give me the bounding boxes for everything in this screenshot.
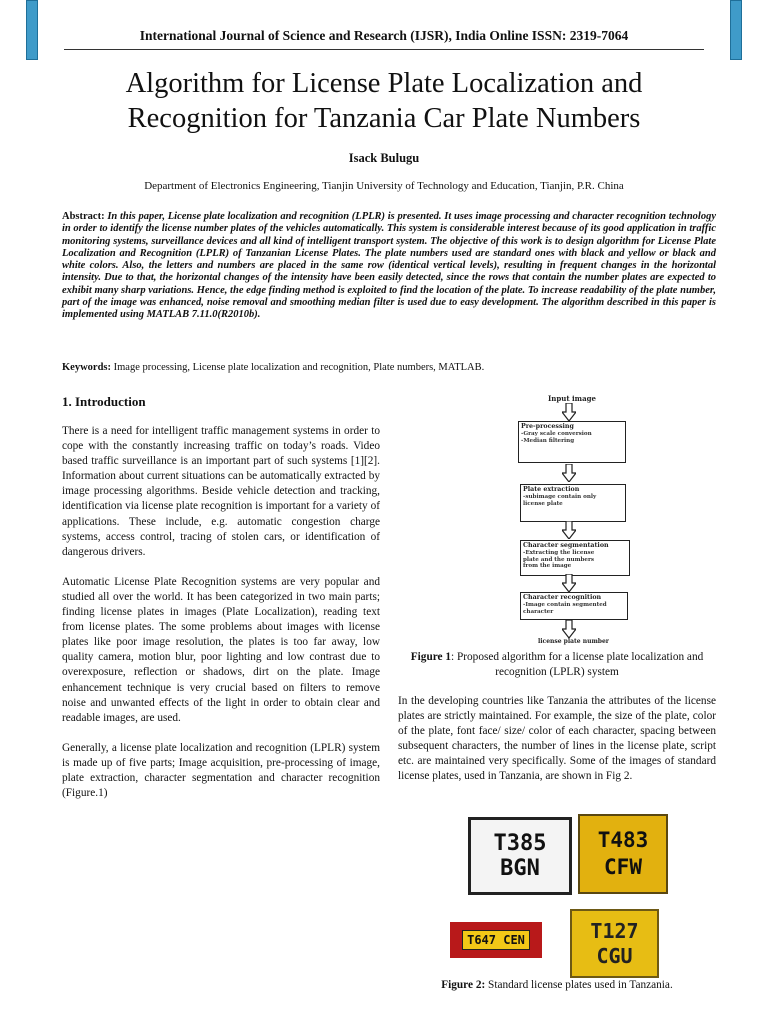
body-paragraph: Generally, a license plate localization and recognition (LPLR) system is made up of five parts; Image acquisition, pre-processing of image, plate extraction, character segmentation and character recognition (Figure.1) xyxy=(62,741,380,800)
figure-2-caption xyxy=(398,979,716,991)
flow-box-title: Plate extraction xyxy=(523,486,580,493)
flow-arrow-icon xyxy=(562,620,576,638)
body-paragraph: Automatic License Plate Recognition systems are very popular and studied all over the world. It has been categorized in two main parts; finding license plates in images (Plate Localization), reading text from license plates. The some problems about images with license plates like poor image resolution, the plates is too far away, low quality camera, motion blur, poor lighting and low contrast due to overexposure, reflection or shadows, dirt on the plate. Image enhancement technique is very crucial based on filters to remove noise and unwanted effects of the light in order to obtain clear and readable images, are used. xyxy=(62,575,380,724)
author-affiliation: Department of Electronics Engineering, Tianjin University of Technology and Education, Tianjin, P.R. China xyxy=(144,180,624,192)
flow-box-line: -Extracting the license xyxy=(523,550,595,557)
abstract xyxy=(62,211,716,322)
figure-1-flowchart xyxy=(508,394,630,646)
journal-header: International Journal of Science and Research (IJSR), India Online ISSN: 2319-7064 xyxy=(139,28,629,43)
plate-line: BGN xyxy=(500,856,540,881)
body-paragraph: In the developing countries like Tanzania the attributes of the license plates are strictly maintained. For example, the size of the plate, color of the plate, font face/ size/ color of each character, spacing between subsequent characters, the number of lines in the license plate, script etc. are maintained very specifically. Some of the images of standard license plates, used in Tanzania, are shown in Fig 2. xyxy=(398,695,716,783)
plate-line: T127 xyxy=(590,918,639,943)
license-plate-image-yellow xyxy=(578,814,668,894)
right-column-body xyxy=(398,694,716,800)
flow-arrow-icon xyxy=(562,521,576,539)
flow-arrow-icon xyxy=(562,403,576,421)
plate-line: T385 xyxy=(493,831,547,856)
flow-box-line: -Image contain segmented xyxy=(523,602,607,609)
keywords xyxy=(62,362,716,373)
keywords-text: Image processing, License plate localization and recognition, Plate numbers, MATLAB. xyxy=(113,362,485,373)
figure-2-caption-text: Standard license plates used in Tanzania. xyxy=(485,979,673,991)
flow-box-line: plate and the numbers xyxy=(523,556,595,563)
flow-box-title: Character recognition xyxy=(523,594,602,601)
paper-title xyxy=(60,66,708,136)
keywords-label: Keywords: xyxy=(62,362,111,373)
plate-line: T483 xyxy=(597,828,649,852)
figure-2-caption-label: Figure 2: xyxy=(441,979,486,991)
title-line-1: Algorithm for License Plate Localization and xyxy=(125,68,643,99)
figure-1-caption-label: Figure 1 xyxy=(410,651,452,663)
license-plate-image-yellow-2 xyxy=(570,909,659,978)
license-plate-image-single-row xyxy=(450,922,542,958)
flow-box-line: from the image xyxy=(523,563,572,570)
title-line-2: Recognition for Tanzania Car Plate Numbers xyxy=(127,103,641,134)
flow-box-plate-extraction xyxy=(520,484,626,522)
abstract-label: Abstract: xyxy=(62,211,105,222)
flow-box-title: Pre-processing xyxy=(521,423,574,430)
flow-arrow-icon xyxy=(562,464,576,482)
section-heading-introduction: 1. Introduction xyxy=(62,394,146,409)
header-rule xyxy=(64,49,704,50)
abstract-text: In this paper, License plate localization and recognition (LPLR) is presented. It uses image processing and character recognition technology in order to identify the license number plates of the vehicles automatically. This system is considerable interest because of its good application in traffic monitoring systems, surveillance devices and all kind of intelligent transport system. The objective of this work is to design algorithm for License Plate Localization and Recognition (LPLR) of Tanzanian License Plates. The plate numbers used are standard ones with black and yellow or black and white colors. Also, the letters and numbers are placed in the same row (identical vertical levels), resulting in frequent changes in the horizontal intensity. Due to that, the horizontal changes of the intensity have been easily detected, since the rows that contain the number plates are expected to exhibit many sharp variations. Hence, the edge finding method is exploited to find the location of the plate. To increase readability of the plate number, part of the image was enhanced, noise removal and smoothing median filter is used due to easy development. The algorithm described in this paper is implemented using MATLAB 7.11.0(R2010b). xyxy=(62,211,717,321)
author-name: Isack Bulugu xyxy=(348,151,420,165)
plate-line: CFW xyxy=(604,855,642,879)
flow-box-line: -Median filtering xyxy=(521,437,575,444)
figure-1-caption-text: : Proposed algorithm for a license plate localization and recognition (LPLR) system xyxy=(451,651,704,678)
flow-box-line: character xyxy=(523,608,554,615)
flow-arrow-icon xyxy=(562,574,576,592)
flow-box-title: Character segmentation xyxy=(523,542,609,549)
plate-line: CGU xyxy=(596,943,633,968)
flow-output-label: license plate number xyxy=(538,638,609,645)
plate-line: T647 CEN xyxy=(462,930,530,950)
flow-box-preprocessing xyxy=(518,421,626,463)
flow-box-character-recognition xyxy=(520,592,628,620)
flow-input-label: Input image xyxy=(548,394,596,403)
figure-1-caption xyxy=(398,650,716,680)
flow-box-line: -subimage contain only xyxy=(523,494,597,501)
left-column-body xyxy=(62,424,380,816)
flow-box-line: -Gray scale conversion xyxy=(521,431,592,438)
flow-box-line: license plate xyxy=(523,500,563,507)
license-plate-image-white xyxy=(468,817,572,895)
body-paragraph: There is a need for intelligent traffic management systems in order to cope with the constantly increasing traffic on today’s roads. Video based traffic surveillance is an important part of such systems [1][2]. Information about current situations can be automatically extracted by image processing algorithms. Beside vehicle detection and tracking, identification via license plate recognition is important for a variety of applications. These include, e.g. automatic congestion charge systems, access control, tracing of stolen cars, or identification of dangerous drivers. xyxy=(62,425,380,558)
flow-box-character-segmentation xyxy=(520,540,630,576)
